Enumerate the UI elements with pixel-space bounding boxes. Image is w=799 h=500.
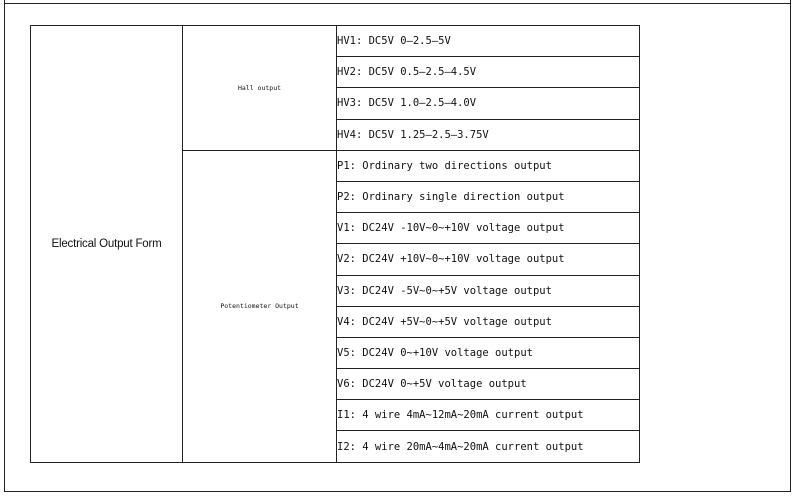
output-item-v3: V3: DC24V -5V~0~+5V voltage output [337,275,640,306]
output-item-v1: V1: DC24V -10V~0~+10V voltage output [337,213,640,244]
output-item-v6: V6: DC24V 0~+5V voltage output [337,369,640,400]
output-item-v5: V5: DC24V 0~+10V voltage output [337,337,640,368]
output-item-i2: I2: 4 wire 20mA~4mA~20mA current output [337,431,640,462]
output-item-p1: P1: Ordinary two directions output [337,150,640,181]
table-row [31,26,640,57]
output-item-hv3: HV3: DC5V 1.0—2.5—4.0V [337,88,640,119]
output-item-hv4: HV4: DC5V 1.25—2.5—3.75V [337,119,640,150]
output-item-v2: V2: DC24V +10V~0~+10V voltage output [337,244,640,275]
electrical-output-table [30,25,640,463]
output-item-p2: P2: Ordinary single direction output [337,181,640,212]
group-label-potentiometer: Potentiometer Output [183,150,337,462]
output-item-i1: I1: 4 wire 4mA~12mA~20mA current output [337,400,640,431]
output-item-hv2: HV2: DC5V 0.5—2.5—4.5V [337,57,640,88]
group-label-hall: Hall output [183,26,337,151]
output-item-hv1: HV1: DC5V 0—2.5—5V [337,26,640,57]
category-cell: Electrical Output Form [31,26,183,463]
output-item-v4: V4: DC24V +5V~0~+5V voltage output [337,306,640,337]
